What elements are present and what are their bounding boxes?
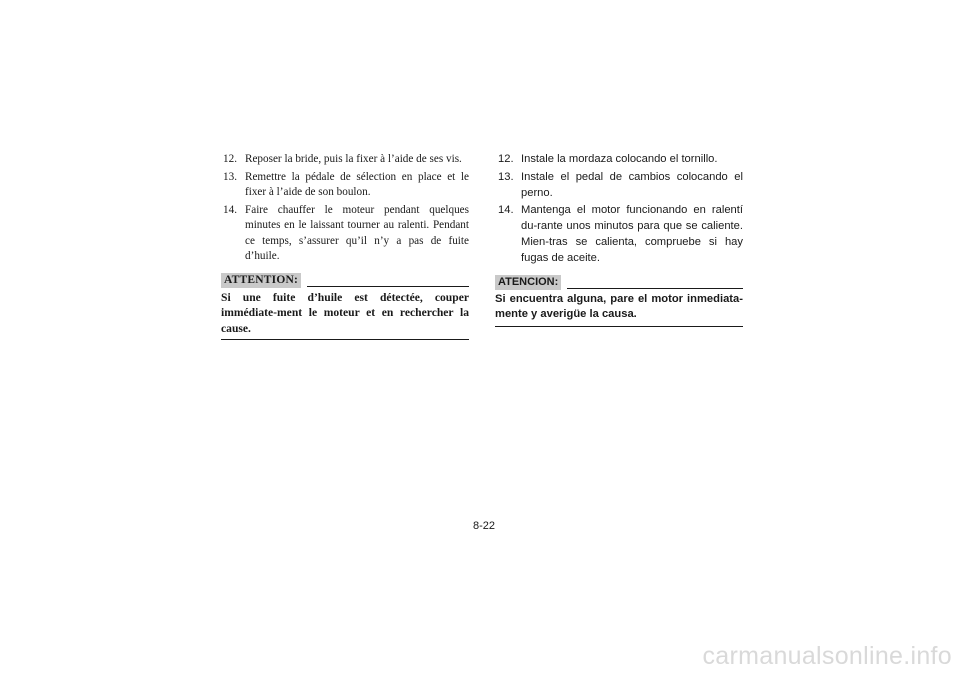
atencion-badge: ATENCION: [495,275,561,290]
step-item [221,203,469,265]
notice-header [221,273,469,288]
step-item [495,152,743,168]
step-text: Instale el pedal de cambios colocando el perno. [521,170,743,199]
french-steps [221,152,469,265]
step-text: Faire chauffer le moteur pendant quelques minutes en le laissant tourner au ralenti. Pendant ce temps, s’assurer qu’il n’y a pas de fuite d’huile. [245,203,469,262]
french-column [221,152,469,340]
header-rule [567,288,743,289]
step-text: Remettre la pédale de sélection en place et le fixer à l’aide de son boulon. [245,170,469,198]
step-text: Mantenga el motor funcionando en ralentí du-rante unos minutos para que se caliente. Mien-tras se calienta, compruebe si hay fugas de aceite. [521,204,743,264]
step-item [495,170,743,202]
step-number: 13. [498,170,514,183]
header-rule [307,286,469,287]
step-item [495,203,743,266]
spanish-column [495,152,743,327]
page-number: 8-22 [473,520,496,532]
attention-badge: ATTENTION: [221,273,301,288]
step-item [221,170,469,201]
notice-text: Si une fuite d’huile est détectée, couper immédiate-ment le moteur et en rechercher la cause. [221,290,469,341]
french-notice [221,273,469,341]
step-text: Instale la mordaza colocando el tornillo. [521,153,718,165]
spanish-notice [495,275,743,328]
step-number: 13. [223,170,237,183]
step-number: 12. [223,153,237,165]
step-number: 12. [498,153,514,165]
notice-text: Si encuentra alguna, pare el motor inmediata-mente y averigüe la causa. [495,292,743,328]
spanish-steps [495,152,743,267]
notice-header [495,275,743,290]
watermark: carmanualsonline.info [702,642,952,670]
step-number: 14. [223,203,237,216]
step-item [221,152,469,168]
step-number: 14. [498,204,514,217]
step-text: Reposer la bride, puis la fixer à l’aide de ses vis. [245,153,462,165]
